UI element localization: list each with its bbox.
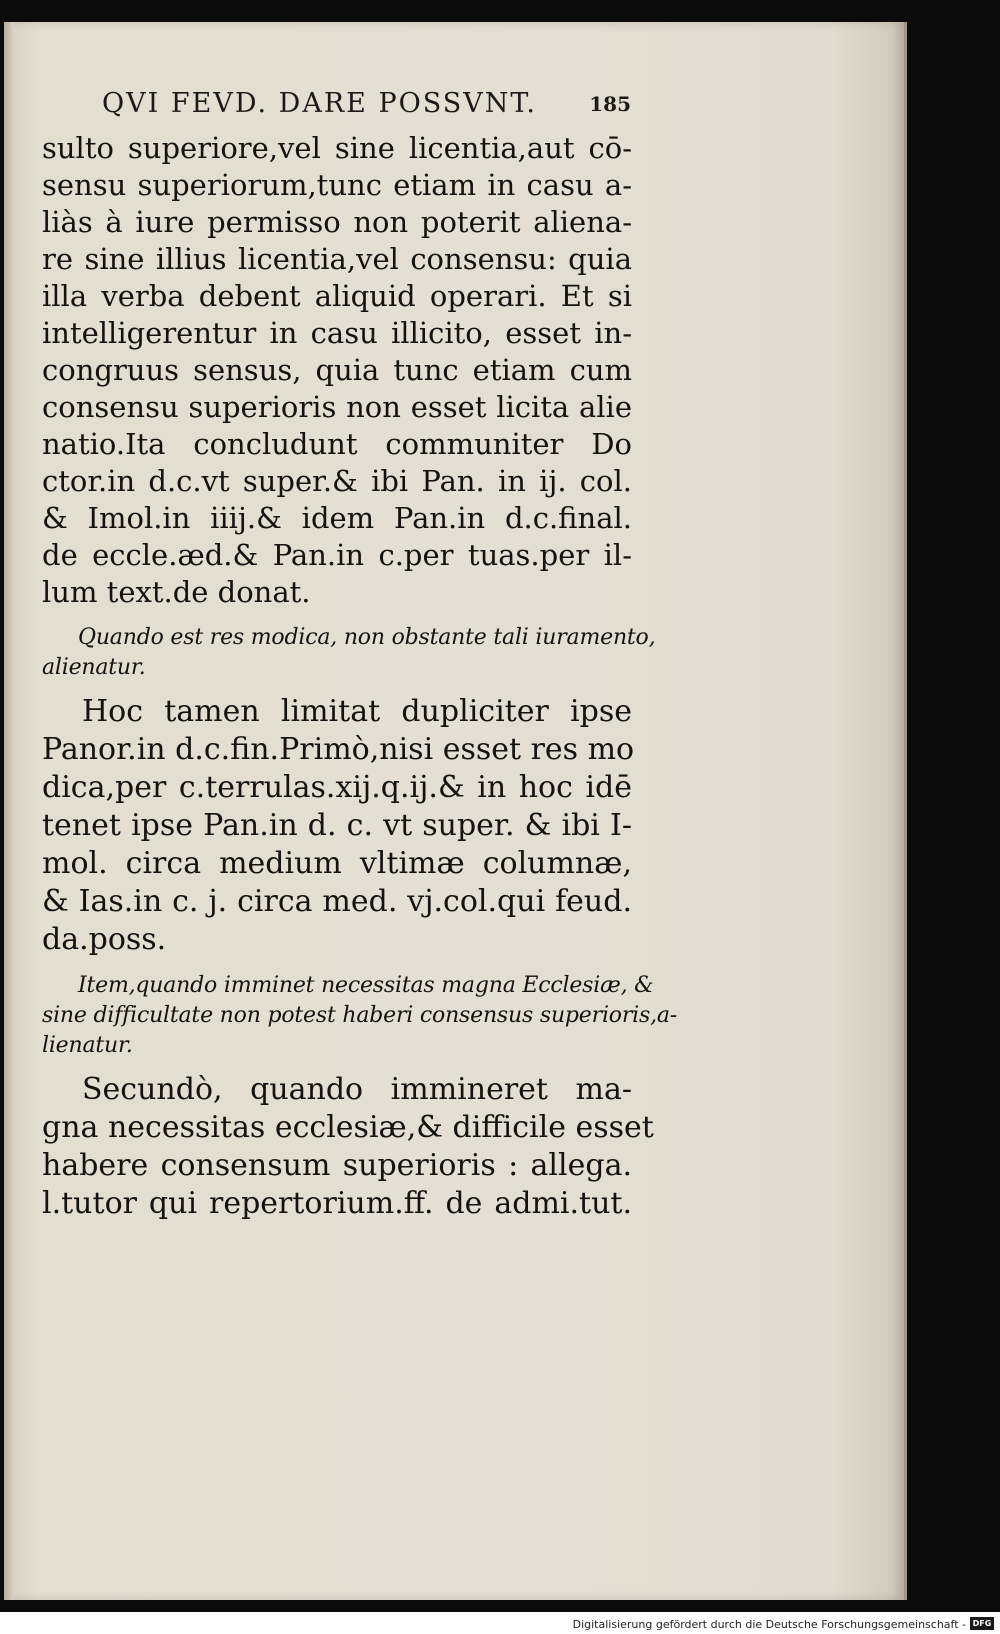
text-line: da.poss. — [42, 922, 167, 957]
page-gutter-edge — [4, 22, 14, 1600]
marginal-summary-1 — [42, 623, 656, 683]
summary-line: Item,quando imminet necessitas magna Ecclesiæ, & — [78, 973, 654, 998]
text-line: Secundò, quando immineret ma- — [82, 1072, 632, 1107]
paragraph-2 — [42, 693, 635, 959]
text-line: lum text.de donat. — [42, 575, 311, 609]
text-line: natio.Ita concludunt communiter Do — [42, 427, 632, 461]
text-line: ctor.in d.c.vt super.& ibi Pan. in ij. col. — [42, 464, 632, 498]
footer-credit: Digitalisierung gefördert durch die Deutsche Forschungsgemeinschaft - — [572, 1618, 966, 1631]
text-line: congruus sensus, quia tunc etiam cum — [42, 353, 632, 387]
text-line: & Imol.in iiij.& idem Pan.in d.c.final. — [42, 501, 632, 535]
text-line: & Ias.in c. j. circa med. vj.col.qui feud. — [42, 884, 632, 919]
text-line: intelligerentur in casu illicito, esset in- — [42, 316, 632, 350]
text-line: consensu superioris non esset licita alie — [42, 390, 632, 424]
text-line: Hoc tamen limitat dupliciter ipse — [82, 694, 632, 729]
text-line: mol. circa medium vltimæ columnæ, — [42, 846, 632, 881]
text-line: tenet ipse Pan.in d. c. vt super. & ibi I- — [42, 808, 632, 843]
text-line: re sine illius licentia,vel consensu: quia — [42, 242, 632, 276]
text-line: de eccle.æd.& Pan.in c.per tuas.per il- — [42, 538, 632, 572]
page-number: 185 — [589, 92, 631, 116]
text-line: sensu superiorum,tunc etiam in casu a- — [42, 168, 632, 202]
paragraph-3 — [42, 1071, 654, 1223]
summary-line: lienatur. — [42, 1033, 133, 1058]
paragraph-1 — [42, 130, 632, 611]
text-line: l.tutor qui repertorium.ff. de admi.tut. — [42, 1186, 632, 1221]
summary-line: Quando est res modica, non obstante tali iuramento, — [78, 625, 656, 650]
text-line: habere consensum superioris : allega. — [42, 1148, 632, 1183]
text-line: Panor.in d.c.fin.Primò,nisi esset res mo — [42, 732, 635, 767]
text-line: sulto superiore,vel sine licentia,aut cō- — [42, 131, 632, 165]
dfg-logo-icon: DFG — [970, 1617, 994, 1630]
text-line: dica,per c.terrulas.xij.q.ij.& in hoc idē — [42, 770, 632, 805]
text-line: gna necessitas ecclesiæ,& difficile esset — [42, 1110, 654, 1145]
marginal-summary-2 — [42, 971, 678, 1061]
running-head: QVI FEVD. DARE POSSVNT. — [102, 88, 538, 119]
summary-line: sine difficultate non potest haberi consensus superioris,a- — [42, 1003, 678, 1028]
text-line: illa verba debent aliquid operari. Et si — [42, 279, 632, 313]
text-block — [42, 130, 678, 1223]
text-line: liàs à iure permisso non poterit aliena- — [42, 205, 632, 239]
summary-line: alienatur. — [42, 655, 146, 680]
